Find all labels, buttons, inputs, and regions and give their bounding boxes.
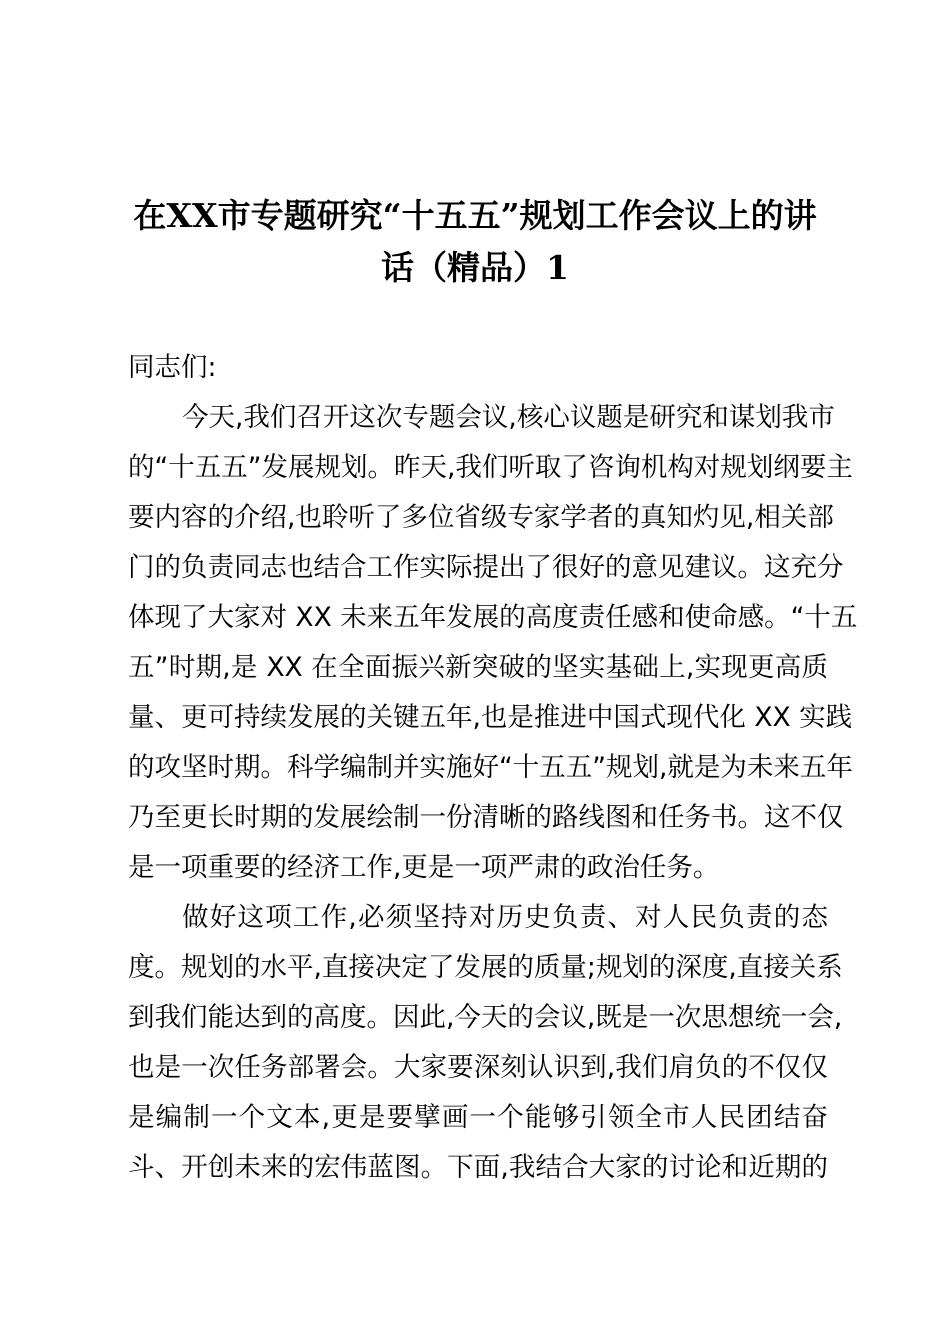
paragraph (128, 893, 843, 1193)
paragraphs (128, 393, 858, 1193)
paragraph-line: 量、更可持续发展的关键五年,也是推进中国式现代化 XX 实践 (128, 702, 853, 733)
salutation: 同志们: (128, 352, 217, 383)
title-line-1: 在XX市专题研究“十五五”规划工作会议上的讲 (133, 196, 817, 235)
paragraph-line: 今天,我们召开这次专题会议,核心议题是研究和谋划我市 (182, 402, 835, 433)
paragraph-line: 乃至更长时期的发展绘制一份清晰的路线图和任务书。这不仅 (128, 802, 844, 833)
paragraph (128, 393, 858, 893)
paragraph-line: 体现了大家对 XX 未来五年发展的高度责任感和使命感。“十五 (128, 602, 858, 633)
paragraph-line: 度。规划的水平,直接决定了发展的质量;规划的深度,直接关系 (128, 952, 843, 983)
paragraph-line: 是编制一个文本,更是要擘画一个能够引领全市人民团结奋 (128, 1102, 828, 1133)
paragraph-line: 是一项重要的经济工作,更是一项严肃的政治任务。 (128, 852, 720, 883)
paragraph-line: 也是一次任务部署会。大家要深刻认识到,我们肩负的不仅仅 (128, 1052, 828, 1083)
paragraph-line: 做好这项工作,必须坚持对历史负责、对人民负责的态 (182, 902, 828, 933)
paragraph-line: 要内容的介绍,也聆听了多位省级专家学者的真知灼见,相关部 (128, 502, 834, 533)
paragraph-line: 到我们能达到的高度。因此,今天的会议,既是一次思想统一会, (128, 1002, 843, 1033)
title-line-2: 话（精品）1 (381, 248, 569, 287)
document-title (100, 190, 850, 294)
paragraph-line: 的攻坚时期。科学编制并实施好“十五五”规划,就是为未来五年 (128, 752, 853, 783)
paragraph-line: 门的负责同志也结合工作实际提出了很好的意见建议。这充分 (128, 552, 844, 583)
paragraph-line: 的“十五五”发展规划。昨天,我们听取了咨询机构对规划纲要主 (128, 452, 853, 483)
paragraph-line: 五”时期,是 XX 在全面振兴新突破的坚实基础上,实现更高质 (128, 652, 828, 683)
paragraph-line: 斗、开创未来的宏伟蓝图。下面,我结合大家的讨论和近期的 (128, 1152, 828, 1183)
document-body (128, 343, 858, 1193)
